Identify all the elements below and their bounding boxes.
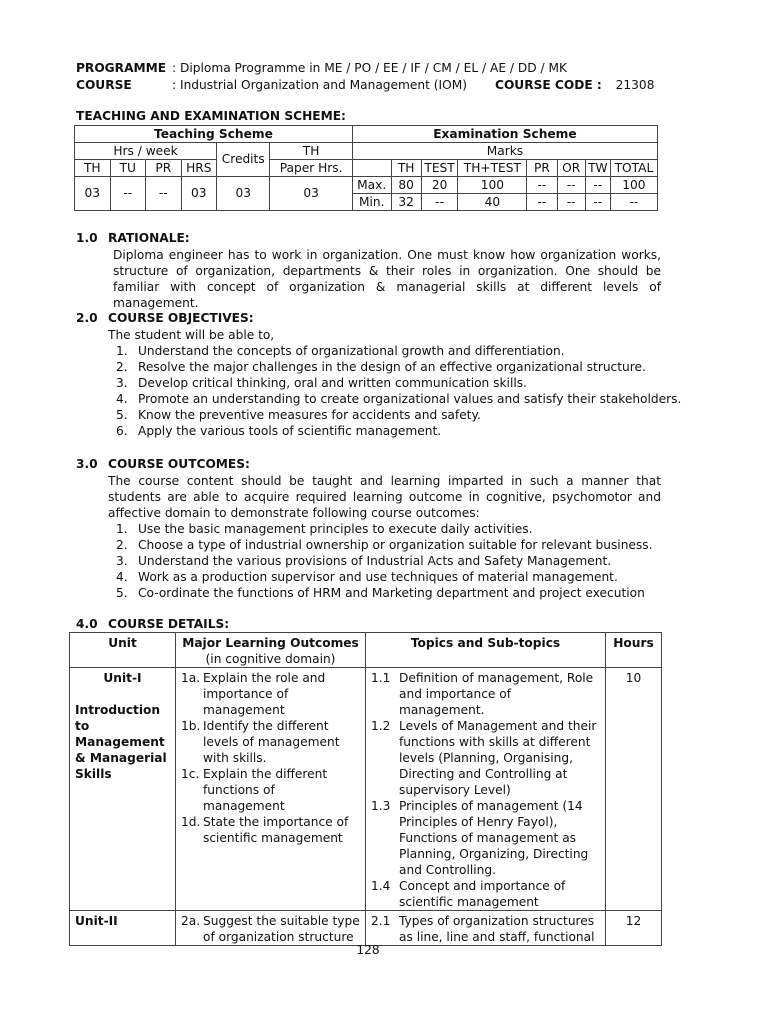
section-number: 4.0 (76, 617, 98, 631)
list-item: 6. Apply the various tools of scientific management. (116, 424, 442, 438)
col-pr: PR (146, 160, 182, 177)
exam-col-th-test: TH+TEST (458, 160, 527, 177)
course-label: COURSE (76, 78, 132, 92)
max-label: Max. (352, 177, 391, 194)
val-th: 03 (75, 177, 111, 211)
table-row (70, 668, 662, 911)
min-value: -- (421, 194, 458, 211)
exam-col-pr: PR (527, 160, 557, 177)
course-details-section (76, 616, 661, 633)
list-item: 3. Develop critical thinking, oral and written communication skills. (116, 376, 527, 390)
learning-outcome: 2a. Suggest the suitable type of organization structure (181, 914, 360, 944)
list-item: 1. Use the basic management principles to execute daily activities. (116, 522, 533, 536)
list-item: 2. Choose a type of industrial ownership or organization suitable for relevant business. (116, 538, 653, 552)
learning-outcome: 1b. Identify the different levels of management with skills. (181, 719, 340, 765)
val-tu: -- (110, 177, 146, 211)
section-heading: COURSE OUTCOMES: (108, 457, 250, 471)
programme-value: : Diploma Programme in ME / PO / EE / IF / CM / EL / AE / DD / MK (172, 61, 568, 75)
paper-hrs-header: Paper Hrs. (270, 160, 353, 177)
unit-name: Unit-II (75, 914, 118, 928)
objectives-section (76, 310, 682, 439)
marks-header: Marks (352, 143, 657, 160)
topic: 1.2 Levels of Management and their functions with skills at different levels (Planning, Organising, Directing and Controlling at supervisory Level) (371, 719, 597, 797)
max-value: 100 (458, 177, 527, 194)
min-label: Min. (352, 194, 391, 211)
learning-outcome: 1a. Explain the role and importance of management (181, 671, 326, 717)
col-hrs: HRS (181, 160, 217, 177)
course-code-label: COURSE CODE : (495, 78, 602, 92)
max-value: -- (557, 177, 585, 194)
hrs-week-header: Hrs / week (75, 143, 217, 160)
max-value: -- (527, 177, 557, 194)
topic: 1.1 Definition of management, Role and importance of management. (371, 671, 594, 717)
table-row (70, 911, 662, 946)
topic: 1.4 Concept and importance of scientific management (371, 879, 566, 909)
outcomes-list (76, 521, 661, 601)
programme-header (76, 60, 676, 94)
th-header: TH (270, 143, 353, 160)
unit-title: Introduction to Management & Managerial Skills (75, 703, 167, 781)
min-value: -- (557, 194, 585, 211)
rationale-text: Diploma engineer has to work in organization. One must know how organization works, structure of organization, departments & their roles in organization. One should be familiar with concept of organization & managerial skills at different levels of management. (113, 248, 661, 310)
section-heading: RATIONALE: (108, 231, 190, 245)
course-code-value: 21308 (615, 78, 655, 92)
exam-col-total: TOTAL (610, 160, 657, 177)
exam-col-th: TH (391, 160, 421, 177)
list-item: 5. Know the preventive measures for accidents and safety. (116, 408, 481, 422)
list-item: 5. Co-ordinate the functions of HRM and Marketing department and project execution (116, 586, 645, 600)
topic: 1.3 Principles of management (14 Principles of Henry Fayol), Functions of management as Planning, Organizing, Directing and Controlling. (371, 799, 589, 877)
min-value: -- (585, 194, 610, 211)
outcomes-intro: The course content should be taught and learning imparted in such a manner that students are able to acquire required learning outcome in cognitive, psychomotor and affective domain to demonstrate following course outcomes: (108, 474, 661, 520)
max-value: 20 (421, 177, 458, 194)
section-number: 1.0 (76, 231, 98, 245)
section-number: 2.0 (76, 311, 98, 325)
course-details-table (69, 632, 662, 946)
learning-outcome: 1c. Explain the different functions of management (181, 767, 328, 813)
val-paper-hrs: 03 (270, 177, 353, 211)
col-tu: TU (110, 160, 146, 177)
objectives-intro: The student will be able to, (108, 328, 275, 342)
min-value: 40 (458, 194, 527, 211)
val-hrs: 03 (181, 177, 217, 211)
list-item: 4. Promote an understanding to create organizational values and satisfy their stakeholders. (116, 392, 682, 406)
list-item: 1. Understand the concepts of organizational growth and differentiation. (116, 344, 565, 358)
course-value: : Industrial Organization and Management (IOM) (172, 78, 467, 92)
unit-hours: 12 (606, 911, 662, 946)
examination-scheme-header: Examination Scheme (352, 126, 657, 143)
topics-header: Topics and Sub-topics (366, 633, 606, 668)
programme-label: PROGRAMME (76, 61, 167, 75)
max-value: 80 (391, 177, 421, 194)
unit-header: Unit (70, 633, 176, 668)
learning-outcome: 1d. State the importance of scientific management (181, 815, 349, 845)
unit-name: Unit-I (103, 671, 142, 685)
min-value: 32 (391, 194, 421, 211)
objectives-list (76, 343, 682, 439)
topic: 2.1 Types of organization structures as line, line and staff, functional (371, 914, 595, 944)
blank-cell (352, 160, 391, 177)
exam-col-tw: TW (585, 160, 610, 177)
outcomes-section (76, 456, 661, 601)
col-th: TH (75, 160, 111, 177)
list-item: 4. Work as a production supervisor and use techniques of material management. (116, 570, 618, 584)
section-number: 3.0 (76, 457, 98, 471)
rationale-section (76, 230, 661, 311)
val-credits: 03 (217, 177, 270, 211)
min-value: -- (610, 194, 657, 211)
exam-col-or: OR (557, 160, 585, 177)
val-pr: -- (146, 177, 182, 211)
max-value: -- (585, 177, 610, 194)
list-item: 3. Understand the various provisions of Industrial Acts and Safety Management. (116, 554, 612, 568)
scheme-title: TEACHING AND EXAMINATION SCHEME: (76, 109, 346, 123)
unit-hours: 10 (606, 668, 662, 911)
section-heading: COURSE OBJECTIVES: (108, 311, 254, 325)
exam-col-test: TEST (421, 160, 458, 177)
section-heading: COURSE DETAILS: (108, 617, 230, 631)
page-number: 128 (356, 943, 380, 957)
max-value: 100 (610, 177, 657, 194)
outcomes-header: Major Learning Outcomes (in cognitive domain) (176, 633, 366, 668)
list-item: 2. Resolve the major challenges in the design of an effective organizational structure. (116, 360, 646, 374)
hours-header: Hours (606, 633, 662, 668)
teaching-scheme-header: Teaching Scheme (75, 126, 353, 143)
teaching-exam-scheme-table (74, 125, 658, 211)
credits-header: Credits (217, 143, 270, 177)
min-value: -- (527, 194, 557, 211)
